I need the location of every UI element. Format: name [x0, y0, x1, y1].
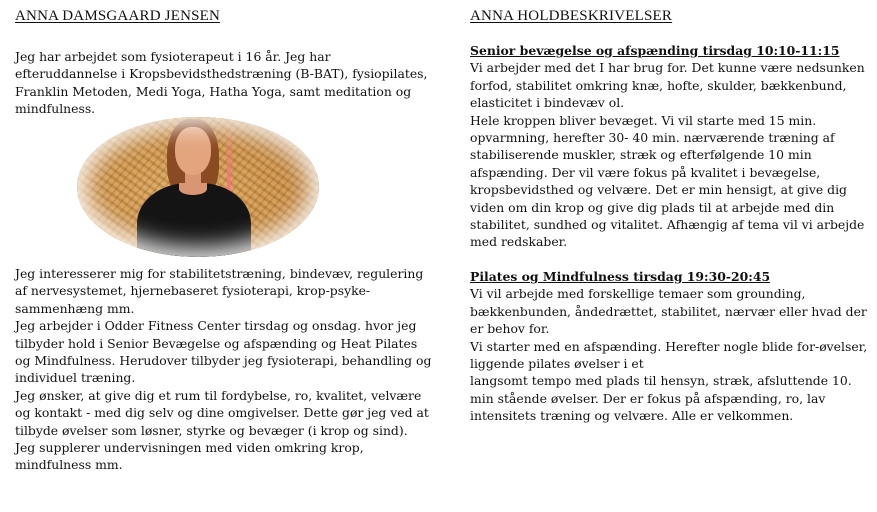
bio-text — [15, 265, 435, 474]
bio-paragraph: Jeg ønsker, at give dig et rum til fordybelse, ro, kvalitet, velvære og kontakt - med dig selv og dine omgivelser. Dette gør jeg ved at tilbyde øvelser som løsner, styrke og bevæger (i krop og sind). — [15, 387, 429, 438]
portrait-photo — [77, 117, 319, 257]
intro-paragraph: Jeg har arbejdet som fysioterapeut i 16 år. Jeg har efteruddannelse i Kropsbevidsthedstræning (B-BAT), fysiopilates, Franklin Metoden, Medi Yoga, Hatha Yoga, samt meditation og mindfulness. — [15, 49, 428, 117]
class-section-pilates — [470, 268, 870, 425]
left-heading: ANNA DAMSGAARD JENSEN — [15, 8, 221, 24]
bio-paragraph: Jeg supplerer undervisningen med viden omkring krop, mindfulness mm. — [15, 440, 364, 473]
bio-paragraph: Jeg interesserer mig for stabilitetstræning, bindevæv, regulering af nervesystemet, hjernebaseret fysioterapi, krop-psyke-sammenhæng mm. — [15, 266, 424, 316]
section-paragraph: Hele kroppen bliver bevæget. Vi vil starte med 15 min. opvarmning, herefter 30- 40 min. nærværende træning af stabiliserende muskler, stræk og efterfølgende 10 min afspænding. Der vil være fokus på kvalitet i bevægelse, kropsbevidsthed og velvære. Det er min hensigt, at give dig viden om din krop og give dig plads til at arbejde med din stabilitet, sundhed og vitalitet. Afhængig af tema vil vi arbejde med redskaber. — [470, 112, 865, 250]
right-heading: ANNA HOLDBESKRIVELSER — [470, 8, 673, 24]
section-paragraph: langsomt tempo med plads til hensyn, stræk, afsluttende 10. min stående øvelser. Der er fokus på afspænding, ro, lav intensitets træning og velvære. Alle er velkommen. — [470, 373, 852, 424]
section-paragraph: Vi starter med en afspænding. Herefter nogle blide for-øvelser, liggende pilates øvelser i et — [470, 338, 868, 372]
photo-vignette — [77, 117, 319, 257]
section-paragraph: Vi arbejder med det I har brug for. Det kunne være nedsunken forfod, stabilitet omkring knæ, hofte, skulder, bækkenbund, elasticitet i bindevæv ol. — [470, 60, 865, 111]
section-title: Senior bevægelse og afspænding tirsdag 10:10-11:15 — [470, 43, 840, 58]
section-title: Pilates og Mindfulness tirsdag 19:30-20:45 — [470, 269, 771, 284]
class-section-senior — [470, 42, 870, 251]
section-paragraph: Vi vil arbejde med forskellige temaer som grounding, bækkenbunden, åndedrættet, stabilitet, nærvær eller hvad der er behov for. — [470, 286, 867, 337]
bio-paragraph: Jeg arbejder i Odder Fitness Center tirsdag og onsdag. hvor jeg tilbyder hold i Senior Bevægelse og afspænding og Heat Pilates og Mindfulness. Herudover tilbyder jeg fysioterapi, behandling og individuel træning. — [15, 318, 432, 386]
